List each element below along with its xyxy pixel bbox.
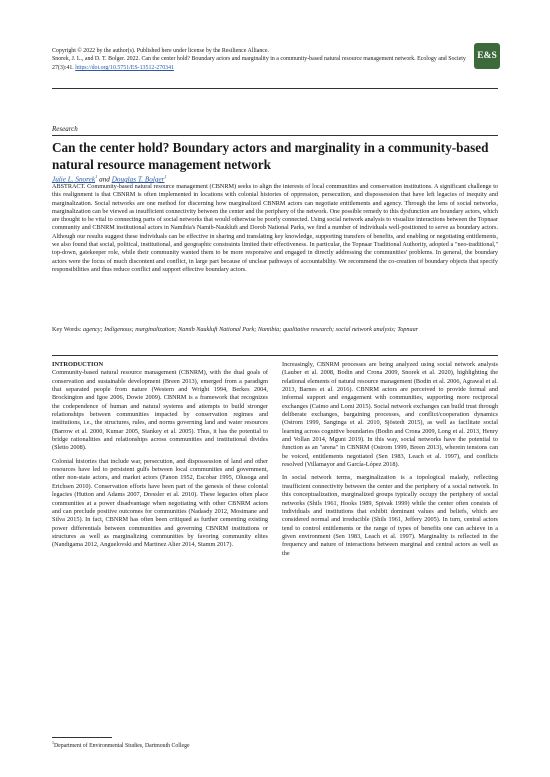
abstract-label: ABSTRACT. (52, 183, 86, 190)
journal-logo[interactable]: E&S (474, 43, 500, 69)
author-line (52, 174, 167, 183)
citation-text: Snorek, J. L., and D. T. Bolger. 2022. Can the center hold? Boundary actors and marginality in a community-based natural resource management network. Ecology and Society 27(3):41. (52, 56, 466, 71)
author-link[interactable]: Douglas T. Bolger (111, 175, 165, 184)
abstract (52, 183, 498, 274)
paragraph: Community-based natural resource management (CBNRM), with the dual goals of conservation and sustainable development (Breen 2013), emerged from a paradigm that separated people from nature (Western and Wright 1994, Berkes 2004, Brockington and Igoe 2006, Dowie 2009). CBNRM is a framework that recognizes the codependence of human and natural systems and attempts to build stronger relationships between communities impacted by conservation regimes and institutions, i.e., the structures, rules, and norms governing land and water resources (Barrow et al. 2000, Kumar 2005, Stankey et al. 2005). Thus, it has the potential to bridge rationalities and relationships across communities and institutional divides (Sletto 2008). (52, 369, 268, 452)
citation-header (52, 47, 472, 72)
title-divider (52, 135, 498, 136)
affiliation-footnote (52, 740, 190, 749)
section-heading: INTRODUCTION (52, 361, 104, 368)
paragraph: Increasingly, CBNRM processes are being analyzed using social network analysis (Lauber et al. 2008, Bodin and Crona 2009, Snorek et al. 2020), highlighting the relational elements of natural resource management (Bodin et al. 2006, Agrawal et al. 2013, Barnes et al. 2016). CBNRM actors are perceived to provide formal and informal support and engagement with communities, supporting more reciprocal exchanges (Caimo and Lomi 2015). Social network exchanges can build trust through deliberate exchanges, bargaining processes, and conflict/cooperation dynamics (Ostrom 1999, Sanginga et al. 2010, Sjöstedt 2015), as well as facilitate social learning across cognitive boundaries (Bodin and Crona 2009, Long et al. 2013, Henry and Vollan 2014, Mguni 2019). In this way, social networks have the potential to function as an "arena" in CBNRM (Ostrom 1999, Breen 2013), wherein tensions can be voiced, entitlements negotiated (Sen 1983, Leach et al. 1997), and conflicts resolved (Villamayor and García-López 2018). (282, 361, 498, 469)
keywords (52, 326, 498, 334)
keywords-label: Key Words: (52, 326, 82, 333)
header-divider (52, 88, 498, 89)
abstract-text: Community-based natural resource management (CBNRM) seeks to align the interests of local communities and conservation institutions. A significant challenge to this realignment is that CBNRM is often implemented in locations with colonial histories of oppression, persecution, and dispossession that have left legacies of inequity and marginalization. Social networks are one method for discerning how marginalized CBNRM actors can negotiate entitlements and agency. Through the lens of social networks, marginalization can be viewed as insufficient connectivity between the center and the periphery of the network. One possible remedy to this dysfunction are boundary actors, which are thought to be vital to connecting parts of social networks that would otherwise be poorly connected. Using social network analysis to visualize interactions between the Topnaar community and CBNRM institutional actors in Namibia's Namib-Naukluft and Dorob National Parks, we find a number of individuals well-positioned to serve as boundary actors. Although our results suggest these individuals can be effective in sharing and translating key knowledge, supporting transfers of benefits, and enabling or negotiating entitlements, we also found that social, political, institutional, and geographic constraints limited their effectiveness. In particular, the Topnaar Traditional Authority, adopted a "neo-traditional," top-down, gatekeeper role, while their community wanted them to be more responsive and engaged in directly addressing the communities' problems. In general, the boundary actors were the focus of much discontent and conflict, in large part because of unclear pathways of accountability. We recommend the co-creation of boundary objects that specify responsibilities and thus reduce conflict and support effective boundary actors. (52, 183, 499, 273)
author-affiliation-sup: 1 (95, 174, 98, 179)
footnote-divider (52, 737, 112, 738)
footnote-text: Department of Environmental Studies, Dartmouth College (54, 742, 190, 749)
paragraph: In social network terms, marginalization is a topological malady, reflecting insufficient connectivity between the center and the periphery of a social network. In this conceptualization, marginalized groups typically occupy the periphery of social networks (Shils 1961, Hooks 1989, Spivak 1999) while the center often consists of individuals and institutions that exhibit dominant values and beliefs, which are considered normal and irreducible (Shils 1961, Jeffery 2005). In turn, central actors tend to control entitlements or the range of types of benefits one can achieve in a given environment (Sen 1983, Leach et al. 1997). Marginality is reflected in the frequency and nature of interactions between marginal and central actors as well as the (282, 474, 498, 557)
body-column-right (282, 361, 498, 563)
body-divider (52, 355, 498, 356)
author-affiliation-sup: 1 (164, 174, 167, 179)
footnote-sup: 1 (52, 740, 54, 745)
doi-link[interactable]: https://doi.org/10.5751/ES-13512-270341 (75, 64, 174, 71)
copyright-notice: Copyright © 2022 by the author(s). Published here under license by the Resilience Alliance. (52, 48, 269, 54)
author-conjunction: and (99, 175, 110, 184)
body-column-left (52, 361, 268, 555)
keywords-text: agency; Indigenous; marginalization; Namib Naukluft National Park; Namibia; qualitative research; social network analysis; Topnaar (83, 326, 419, 333)
article-section: Research (52, 125, 78, 133)
author-link[interactable]: Julie L. Snorek (52, 175, 96, 184)
paragraph: Colonial histories that include war, persecution, and dispossession of land and other resources have led to persistent gulfs between local communities and government, other non-state actors, and market actors (Fanon 1952, Escobar 1995, Olusoga and Erichsen 2010). Conservation efforts have been part of the genesis of these colonial legacies (Hutton and Adams 2007, Dressler et al. 2010). These legacies often place communities at a power disadvantage when negotiating with other CBNRM actors and can preclude positive outcomes for communities (Nadasdy 2012, Mosimane and Silva 2015). In fact, CBNRM has often been critiqued as further cementing existing power differentials between communities and governing CBNRM institutions or structures as well as marginalizing communities by favoring community elites (Nandigama 2012, Anguelovski and Martinez Alier 2014, Stamm 2017). (52, 457, 268, 549)
article-title: Can the center hold? Boundary actors and marginality in a community-based natural resource management network (52, 140, 489, 172)
